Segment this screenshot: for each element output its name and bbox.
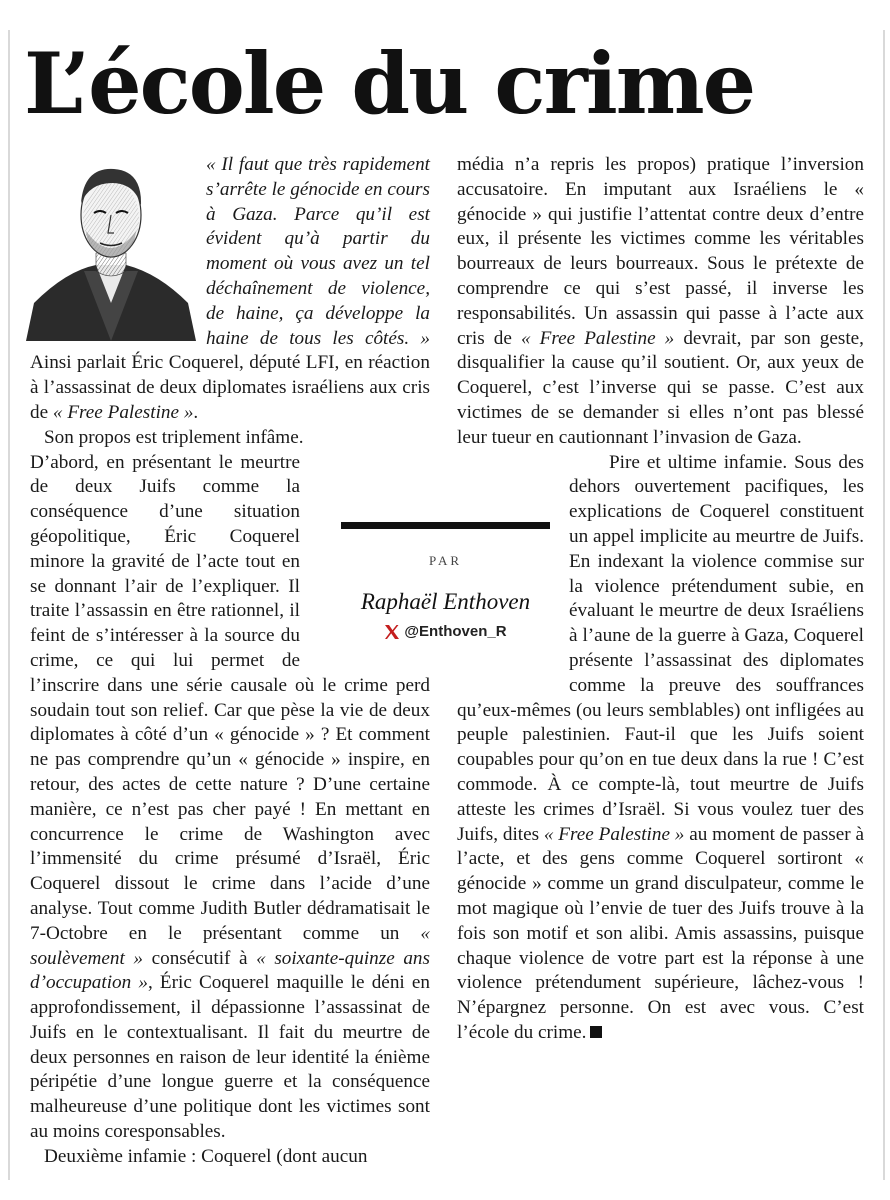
quote-attribution: Ainsi parlait Éric Coquerel, député LFI, en réaction à l’assassinat de deux diplomates israéliens aux cris de [30,352,430,423]
article-column-left [30,153,430,1170]
x-logo-icon [384,624,400,640]
byline-handle-row [341,623,550,640]
end-square-icon [590,1026,602,1038]
byline-handle[interactable]: @Enthoven_R [404,623,507,640]
argument-one-mid: consécutif à [143,947,257,969]
slogan-quote-1: « Free Palestine » [52,401,194,423]
slogan-quote-3: « Free Palestine » [543,823,685,845]
infamy-three-end: au moment de passer à l’acte, et des gens comme Coquerel sortiront « génocide » comme un grand disculpateur, comme le mot magique où l’envie de tuer des Juifs trouve à la fois son motif et son alibi. Amis assassins, puisque chaque violence de votre part est la réponse à une violence prétendument supérieure, lâchez-vous ! N’épargnez personne. On est avec vous. C’est l’école du crime. [457,823,864,1043]
left-paragraph-2: Son propos est triplement infâme. [44,426,304,448]
left-paragraph-4: Deuxième infamie : Coquerel (dont aucun [44,1145,368,1167]
portrait-illustration-icon [26,153,196,341]
slogan-quote-2: « Free Palestine » [520,327,675,349]
byline-box [341,522,550,660]
paragraph-end: . [193,401,199,423]
opening-quote: « Il faut que très rapidement s’arrête le génocide en cours à Gaza. Parce qu’il est évident qu’à partir du moment où vous avez un tel déchaînement de violence, de haine, ça développe la haine de tous les côtés. » [206,154,430,349]
argument-one-text: D’abord, en présentant le meurtre de deux Juifs comme la conséquence d’une situation géopolitique, Éric Coquerel minore la gravité de l’acte tout en se donnant l’air de l’expliquer. Il traite l’assassin en être rationnel, il feint de s’intéresser à la source du crime, ce qui lui permet de l’inscrire dans une série causale où le crime perd soudain tout son relief. Car que pèse la vie de deux diplomates à côté d’un « génocide » ? Et comment ne pas comprendre qu’un « génocide » inspire, en retour, des actes de cette nature ? D’une certaine manière, ce n’est pas cher payé ! En mettant en concurrence le crime de Washington avec l’immensité du crime présumé d’Israël, Éric Coquerel dissout le crime dans l’acide d’une analyse. Tout comme Judith Butler dédramatisait le 7-Octobre en le présentant comme un [30,451,430,944]
inversion-text-end: devrait, par son geste, disqualifier la cause qu’il soutient. Or, aux yeux de Coquerel, c’est l’inverse qui se passe. C’est aux victimes de se demander si elles n’ont pas blessé leur tueur en cautionnant l’invasion de Gaza. [457,327,864,448]
argument-one-end: , Éric Coquerel maquille le déni en approfondissement, il dépassionne l’assassinat de Juifs en le contextualisant. Il fait du meurtre de deux personnes en raison de leur identité la énième péripétie d’une longue guerre et la conséquence malheureuse d’une politique dont les victimes sont au moins coresponsables. [30,972,430,1143]
byline-author: Raphaël Enthoven [360,589,531,614]
byline-par: PAR [428,553,463,568]
page-edge-left [8,30,10,1180]
inversion-text: média n’a repris les propos) pratique l’inversion accusatoire. En imputant aux Israéliens le « génocide » qui justifie l’attentat contre deux d’entre eux, il présente les victimes comme les véritables bourreaux de leurs bourreaux. Sous le prétexte de comprendre ce qui s’est passé, il inverse les responsabilités. Un assassin qui passe à l’acte aux cris de [457,154,864,349]
butler-quote-1: « soulèvement » [30,922,430,969]
author-portrait [26,153,196,341]
article-headline: L’école du crime [24,34,755,133]
page-edge-right [883,30,885,1180]
butler-quote-2: « soixante-quinze ans d’occupation » [30,947,430,994]
right-paragraph-1 [457,153,864,451]
infamy-three-text: Pire et ultime infamie. Sous des dehors ouvertement pacifiques, les explications de Coquerel constituent un appel implicite au meurtre de Juifs. En indexant la violence commise sur la violence prétendument subie, en évaluant le meurtre de deux Israéliens à l’aune de la guerre à Gaza, Coquerel présente l’assassinat des diplomates comme la preuve des souffrances qu’eux-mêmes (ou leurs semblables) ont infligées au peuple palestinien. Faut-il que les Juifs soient coupables pour qu’on en tue deux dans la rue ! C’est commode. À ce compte-là, tout meurtre de Juifs atteste les crimes d’Israël. Si vous voulez tuer des Juifs, dites [457,451,864,845]
byline-rule [341,522,550,529]
